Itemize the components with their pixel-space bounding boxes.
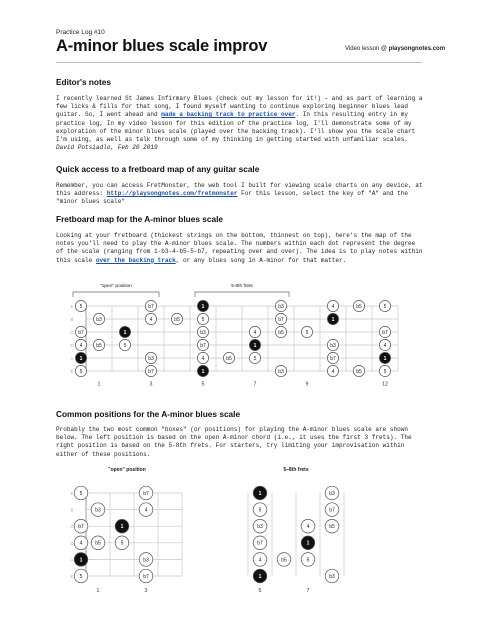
note-degree: 5 — [79, 573, 83, 580]
note-degree: 1 — [79, 557, 83, 564]
open-position-diagram — [56, 462, 206, 592]
open-position-bracket — [73, 292, 159, 297]
note-degree: b7 — [329, 507, 335, 514]
note-degree: b3 — [148, 355, 154, 362]
fret-number: 3 — [144, 587, 148, 592]
fretmonster-link[interactable]: http://playsongnotes.com/fretmonster — [106, 190, 238, 198]
video-lesson-credit — [345, 46, 445, 52]
frets-5-8-bracket — [195, 292, 289, 297]
fret-number: 7 — [306, 587, 310, 592]
note-degree: 1 — [201, 303, 205, 310]
note-degree: 5 — [79, 368, 83, 375]
note-degree: 5 — [120, 540, 124, 547]
note-degree: b5 — [278, 329, 284, 336]
note-degree: 4 — [253, 329, 257, 336]
note-degree: 1 — [253, 342, 257, 349]
editors-notes-heading: Editor's notes — [56, 77, 111, 87]
note-degree: b3 — [257, 524, 263, 531]
note-degree: 4 — [149, 316, 153, 323]
note-degree: 4 — [79, 540, 83, 547]
frets-5-8-diagram — [240, 462, 370, 592]
note-degree: 1 — [123, 329, 127, 336]
note-degree: 4 — [383, 342, 387, 349]
note-degree: 4 — [79, 342, 83, 349]
string-label: G — [70, 524, 74, 530]
note-degree: 1 — [331, 316, 335, 323]
note-degree: 1 — [201, 368, 205, 375]
note-degree: 4 — [201, 355, 205, 362]
note-degree: 5 — [201, 316, 205, 323]
note-degree: b7 — [330, 355, 336, 362]
string-label: E — [70, 491, 74, 496]
note-degree: b3 — [96, 316, 102, 323]
note-degree: b3 — [329, 573, 335, 580]
fret-number: 12 — [382, 381, 388, 388]
page-title: A-minor blues scale improv — [56, 37, 268, 55]
note-degree: b5 — [356, 303, 362, 310]
note-degree: b5 — [356, 368, 362, 375]
note-degree: 4 — [144, 507, 148, 514]
note-degree: b3 — [278, 368, 284, 375]
note-degree: 5 — [383, 368, 387, 375]
fret-number: 9 — [305, 381, 309, 388]
note-degree: b5 — [95, 540, 101, 547]
string-label: A — [70, 356, 74, 361]
fret-number: 7 — [253, 381, 257, 388]
frets-5-8-label: 5-8th frets — [231, 284, 253, 289]
note-degree: 1 — [258, 573, 262, 580]
note-degree: b3 — [143, 557, 149, 564]
practice-log-label: Practice Log #10 — [56, 29, 105, 36]
backing-track-link[interactable]: made a backing track to practice over — [161, 111, 296, 119]
note-degree: b5 — [281, 557, 287, 564]
note-degree: 4 — [331, 303, 335, 310]
open-position-label: "open" position — [100, 284, 132, 289]
string-label: E — [70, 304, 74, 309]
string-label: A — [70, 557, 74, 563]
note-degree: b5 — [96, 342, 102, 349]
fretboard-map-text: Looking at your fretboard (thickest strings on the bottom, thinnest on top), here's the map of the notes you'll need to play the A-minor blues scale. The numbers within each dot represent the degree of the scale (ranging from 1-b3-4-b5-5-b7, repeating over and over). The idea is to play notes within this scale over the backing track, or any blues song in A-minor for that matter. — [56, 232, 423, 264]
diagram-title: 5–8th frets — [283, 467, 309, 473]
note-degree: b7 — [382, 329, 388, 336]
full-fretboard-diagram — [56, 266, 426, 398]
string-label: D — [70, 343, 74, 348]
note-degree: 1 — [79, 355, 83, 362]
note-degree: b7 — [278, 316, 284, 323]
common-positions-heading: Common positions for the A-minor blues scale — [56, 409, 241, 419]
note-degree: b3 — [329, 490, 335, 497]
fret-number: 5 — [258, 587, 262, 592]
header-divider — [56, 62, 422, 63]
string-label: E — [70, 369, 74, 374]
note-degree: b5 — [329, 524, 335, 531]
note-degree: b7 — [148, 303, 154, 310]
editors-notes-text: I recently learned St James Infirmary Blues (check out my lesson for it!) – and as part of learning a few licks & fills for that song, I found myself wanting to continue exploring beginner blues lead guitar. So, I went ahead and made a backing track to practice over. In this resulting entry in my practice log, In my video lesson for this edition of the practice log, I'll demonstrate some of my exploration of the minor blues scale (played over the backing track). I'll show you the scale chart I'm using, as well as talk through some of my thinking in getting started with unfamiliar scales. David Potsiadlo, Feb 20 2019 — [56, 95, 423, 152]
note-degree: b3 — [200, 329, 206, 336]
quick-access-text: Remember, you can access FretMonster, the web tool I built for viewing scale charts on any device, at this address: http://playsongnotes.com/fretmonster For this lesson, select the key of "A" and the "minor blues scale" — [56, 182, 423, 206]
note-degree: 1 — [120, 524, 124, 531]
note-degree: 5 — [79, 303, 83, 310]
note-degree: b7 — [78, 329, 84, 336]
note-degree: 5 — [123, 342, 127, 349]
note-degree: 4 — [331, 368, 335, 375]
string-label: D — [70, 540, 74, 546]
note-degree: 1 — [258, 490, 262, 497]
note-degree: 4 — [258, 557, 262, 564]
note-degree: b7 — [257, 540, 263, 547]
string-label: G — [70, 330, 74, 335]
note-degree: 5 — [79, 490, 83, 497]
note-degree: b3 — [330, 342, 336, 349]
common-positions-text: Probably the two most common "boxes" (or positions) for playing the A-minor blues scale are shown below. The left position is based on the open A-minor chord (i.e., it uses the first 3 frets). The right position is based on the 5-8th frets. For starters, try limiting your improvisation within either of these positions. — [56, 426, 412, 458]
note-degree: b7 — [78, 524, 84, 531]
note-degree: 4 — [306, 524, 310, 531]
note-degree: b3 — [95, 507, 101, 514]
video-prefix: Video lesson @ — [345, 46, 389, 52]
note-degree: 1 — [306, 540, 310, 547]
note-degree: 5 — [306, 557, 310, 564]
note-degree: b7 — [200, 342, 206, 349]
fret-number: 5 — [201, 381, 205, 388]
video-site-link[interactable]: playsongnotes.com — [388, 46, 446, 52]
string-label: B — [70, 507, 74, 513]
quick-access-heading: Quick access to a fretboard map of any guitar scale — [56, 164, 260, 174]
fret-number: 1 — [96, 587, 100, 592]
note-degree: b5 — [226, 355, 232, 362]
note-degree: 5 — [258, 507, 262, 514]
fret-number: 1 — [97, 381, 101, 388]
over-backing-track-link[interactable]: over the backing track — [95, 256, 176, 264]
note-degree: 5 — [305, 329, 309, 336]
signature: David Potsiadlo, Feb 20 2019 — [56, 144, 158, 152]
string-label: B — [70, 317, 74, 322]
note-degree: 5 — [253, 355, 257, 362]
note-degree: b7 — [143, 490, 149, 497]
diagram-title: "open" position — [108, 467, 146, 473]
note-degree: b7 — [143, 573, 149, 580]
string-label: E — [70, 574, 74, 579]
note-degree: b5 — [174, 316, 180, 323]
note-degree: 1 — [383, 355, 387, 362]
fret-number: 3 — [149, 381, 153, 388]
note-degree: b7 — [148, 368, 154, 375]
note-degree: b3 — [278, 303, 284, 310]
fretboard-map-heading: Fretboard map for the A-minor blues scale — [56, 214, 224, 224]
note-degree: 5 — [383, 303, 387, 310]
